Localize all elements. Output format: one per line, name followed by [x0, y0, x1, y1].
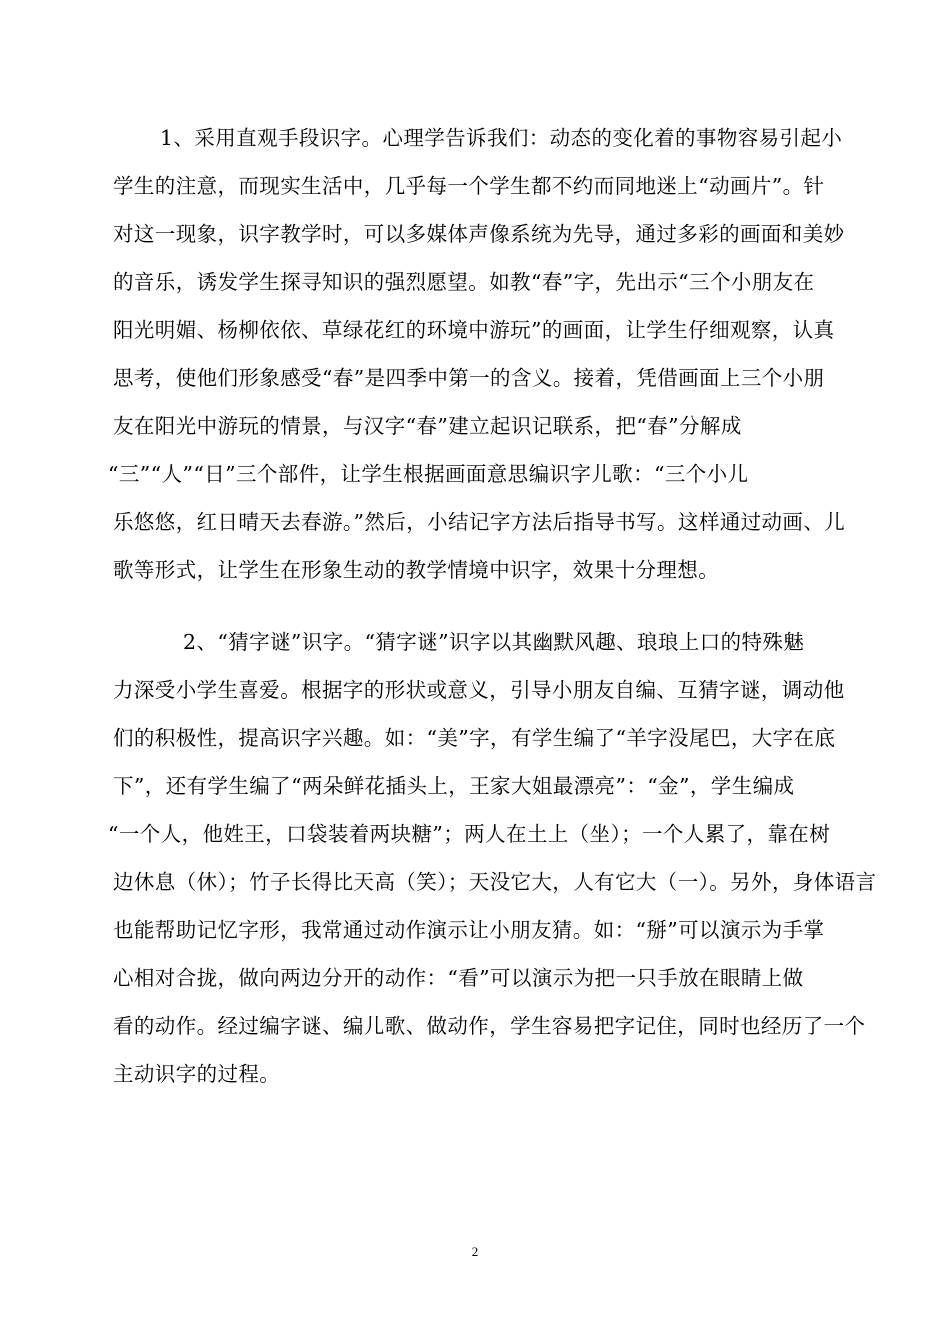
- paragraph-2-line-7: 也能帮助记忆字形，我常通过动作演示让小朋友猜。如：“掰”可以演示为手掌: [113, 918, 825, 942]
- paragraph-1-line-5: 阳光明媚、杨柳依依、草绿花红的环境中游玩”的画面，让学生仔细观察，认真: [113, 318, 835, 342]
- paragraph-2-line-4: 下”，还有学生编了“两朵鲜花插头上，王家大姐最漂亮”：“金”，学生编成: [113, 774, 795, 798]
- paragraph-1-line-2: 学生的注意，而现实生活中，几乎每一个学生都不约而同地迷上“动画片”。针: [113, 174, 825, 198]
- paragraph-2-line-10: 主动识字的过程。: [113, 1062, 281, 1086]
- paragraph-2-line-8: 心相对合拢，做向两边分开的动作：“看”可以演示为把一只手放在眼睛上做: [113, 966, 804, 990]
- paragraph-1-line-1: 1、采用直观手段识字。心理学告诉我们：动态的变化着的事物容易引起小: [160, 126, 843, 150]
- paragraph-2-line-6: 边休息（休）；竹子长得比天高（笑）；天没它大，人有它大（一）。另外，身体语言: [113, 870, 877, 894]
- paragraph-2-line-1: 2、“猜字谜”识字。“猜字谜”识字以其幽默风趣、琅琅上口的特殊魅: [183, 630, 805, 654]
- paragraph-2-line-3: 们的积极性，提高识字兴趣。如：“美”字，有学生编了“羊字没尾巴，大字在底: [113, 726, 836, 750]
- paragraph-1-line-4: 的音乐，诱发学生探寻知识的强烈愿望。如教“春”字，先出示“三个小朋友在: [113, 270, 815, 294]
- paragraph-1-line-6: 思考，使他们形象感受“春”是四季中第一的含义。接着，凭借画面上三个小朋: [113, 366, 825, 390]
- paragraph-1-line-9: 乐悠悠，红日晴天去春游。”然后，小结记字方法后指导书写。这样通过动画、儿: [113, 510, 846, 534]
- paragraph-1-line-10: 歌等形式，让学生在形象生动的教学情境中识字，效果十分理想。: [113, 558, 720, 582]
- paragraph-2-line-9: 看的动作。经过编字谜、编儿歌、做动作，学生容易把字记住，同时也经历了一个: [113, 1014, 866, 1038]
- paragraph-1-line-8: “三”“人”“日”三个部件，让学生根据画面意思编识字儿歌：“三个小儿: [108, 462, 749, 486]
- page-number: 2: [471, 1244, 479, 1259]
- paragraph-1-line-3: 对这一现象，识字教学时，可以多媒体声像系统为先导，通过多彩的画面和美妙: [113, 222, 845, 246]
- paragraph-2-line-2: 力深受小学生喜爱。根据字的形状或意义，引导小朋友自编、互猜字谜，调动他: [113, 678, 845, 702]
- paragraph-1-line-7: 友在阳光中游玩的情景，与汉字“春”建立起识记联系，把“春”分解成: [113, 414, 742, 438]
- paragraph-2-line-5: “一个人，他姓王，口袋装着两块糖”；两人在土上（坐）；一个人累了，靠在树: [108, 822, 831, 846]
